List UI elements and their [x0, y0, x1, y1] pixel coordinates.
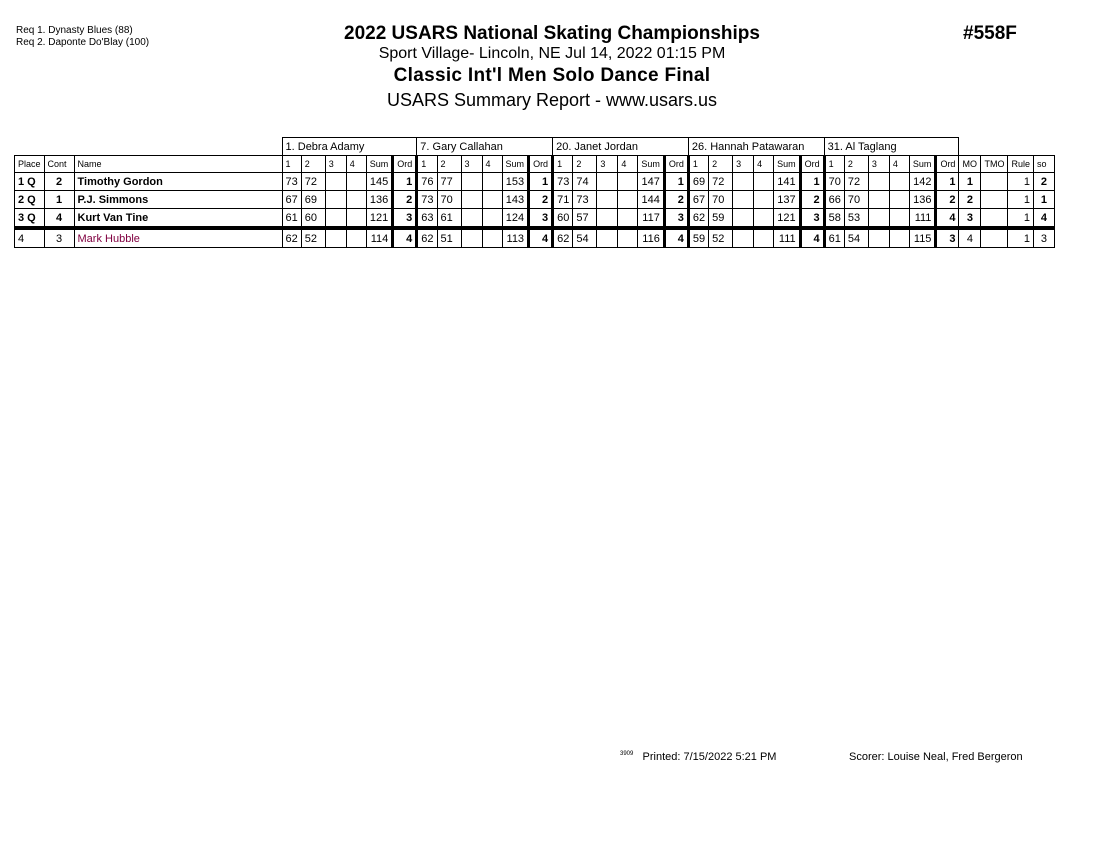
event-number: #558F — [963, 23, 1017, 44]
tie-majority-ordinal — [981, 209, 1008, 229]
judge-ordinal: 4 — [800, 228, 824, 248]
judge-ordinal: 1 — [664, 173, 688, 191]
judge-mark: 72 — [709, 173, 733, 191]
judge-name: 1. Debra Adamy — [282, 138, 417, 156]
judge-ordinal: 3 — [393, 209, 417, 229]
judge-mark: 52 — [301, 228, 325, 248]
col-sum: Sum — [366, 156, 393, 173]
judge-mark: 66 — [824, 191, 844, 209]
majority-ordinal: 2 — [959, 191, 981, 209]
request-2: Req 2. Daponte Do'Blay (100) — [16, 37, 150, 48]
judge-mark — [868, 191, 889, 209]
col-mark: 1 — [282, 156, 301, 173]
judge-mark — [325, 209, 346, 229]
judge-mark — [733, 191, 754, 209]
judge-ordinal: 2 — [936, 191, 959, 209]
judge-mark — [754, 228, 774, 248]
judge-ordinal: 4 — [393, 228, 417, 248]
judge-ordinal: 4 — [936, 209, 959, 229]
competition-title: 2022 USARS National Skating Championships — [344, 23, 760, 44]
judge-mark: 70 — [824, 173, 844, 191]
judge-sum: 137 — [774, 191, 801, 209]
col-so: so — [1033, 156, 1054, 173]
judge-mark: 73 — [417, 191, 437, 209]
judge-mark: 77 — [437, 173, 461, 191]
judge-mark — [482, 173, 502, 191]
place: 1 Q — [15, 173, 45, 191]
scorer-info: Scorer: Louise Neal, Fred Bergeron — [849, 751, 1023, 763]
judge-sum: 124 — [502, 209, 529, 229]
judge-mark: 73 — [282, 173, 301, 191]
judge-mark: 72 — [301, 173, 325, 191]
judge-sum: 145 — [366, 173, 393, 191]
judge-ordinal: 3 — [664, 209, 688, 229]
col-mark: 1 — [824, 156, 844, 173]
judge-sum: 121 — [774, 209, 801, 229]
judge-mark — [597, 228, 618, 248]
col-ord: Ord — [800, 156, 824, 173]
judge-mark — [733, 209, 754, 229]
judge-sum: 114 — [366, 228, 393, 248]
judge-mark: 70 — [437, 191, 461, 209]
judge-ordinal: 1 — [936, 173, 959, 191]
judge-mark — [868, 209, 889, 229]
judge-mark — [461, 228, 482, 248]
judge-mark: 73 — [553, 173, 573, 191]
rule: 1 — [1008, 191, 1034, 209]
table-row — [15, 209, 1055, 229]
judge-sum: 141 — [774, 173, 801, 191]
judge-mark: 53 — [844, 209, 868, 229]
col-mark: 2 — [844, 156, 868, 173]
majority-ordinal: 4 — [959, 228, 981, 248]
judge-mark — [482, 191, 502, 209]
majority-ordinal: 1 — [959, 173, 981, 191]
contestant-number: 2 — [44, 173, 74, 191]
judge-mark — [461, 191, 482, 209]
judge-mark: 67 — [282, 191, 301, 209]
judge-mark: 74 — [573, 173, 597, 191]
judge-mark — [754, 191, 774, 209]
judge-sum: 142 — [909, 173, 936, 191]
judge-ordinal: 1 — [393, 173, 417, 191]
col-ord: Ord — [529, 156, 553, 173]
col-sum: Sum — [502, 156, 529, 173]
judge-mark: 69 — [301, 191, 325, 209]
judge-sum: 147 — [638, 173, 665, 191]
col-mark: 2 — [437, 156, 461, 173]
judge-mark — [889, 228, 909, 248]
judge-mark: 51 — [437, 228, 461, 248]
judge-mark — [597, 209, 618, 229]
col-mark: 4 — [754, 156, 774, 173]
col-mark: 3 — [597, 156, 618, 173]
judge-mark: 54 — [844, 228, 868, 248]
col-ord: Ord — [393, 156, 417, 173]
judge-mark — [597, 173, 618, 191]
col-mark: 4 — [482, 156, 502, 173]
judge-mark — [346, 209, 366, 229]
judge-mark — [868, 173, 889, 191]
contestant-number: 3 — [44, 228, 74, 248]
col-mark: 1 — [553, 156, 573, 173]
judge-mark: 52 — [709, 228, 733, 248]
judge-mark — [754, 209, 774, 229]
judge-mark — [618, 191, 638, 209]
judge-sum: 111 — [774, 228, 801, 248]
judge-sum: 153 — [502, 173, 529, 191]
blank-cell — [959, 138, 1055, 156]
judge-mark: 61 — [824, 228, 844, 248]
judge-mark: 59 — [709, 209, 733, 229]
judge-mark: 62 — [417, 228, 437, 248]
judge-sum: 111 — [909, 209, 936, 229]
judge-sum: 121 — [366, 209, 393, 229]
event-title: Classic Int'l Men Solo Dance Final — [393, 65, 711, 86]
skate-order: 1 — [1033, 191, 1054, 209]
skate-order: 4 — [1033, 209, 1054, 229]
judge-mark — [889, 209, 909, 229]
judge-ordinal: 4 — [664, 228, 688, 248]
rule: 1 — [1008, 228, 1034, 248]
judge-ordinal: 3 — [936, 228, 959, 248]
judge-mark: 60 — [553, 209, 573, 229]
judge-mark: 62 — [553, 228, 573, 248]
contestant-number: 1 — [44, 191, 74, 209]
contestant-number: 4 — [44, 209, 74, 229]
judge-mark: 76 — [417, 173, 437, 191]
judge-mark: 58 — [824, 209, 844, 229]
judge-ordinal: 2 — [393, 191, 417, 209]
judge-mark — [482, 209, 502, 229]
table-row — [15, 191, 1055, 209]
judge-mark — [733, 228, 754, 248]
judge-ordinal: 1 — [800, 173, 824, 191]
col-place: Place — [15, 156, 45, 173]
col-mark: 3 — [461, 156, 482, 173]
place: 3 Q — [15, 209, 45, 229]
judge-mark — [325, 191, 346, 209]
blank-cell — [15, 138, 283, 156]
print-info — [620, 751, 776, 763]
judge-mark: 63 — [417, 209, 437, 229]
skater-name: Timothy Gordon — [74, 173, 282, 191]
judge-mark: 60 — [301, 209, 325, 229]
col-mark: 4 — [889, 156, 909, 173]
majority-ordinal: 3 — [959, 209, 981, 229]
col-mark: 2 — [573, 156, 597, 173]
judge-mark: 72 — [844, 173, 868, 191]
judge-mark: 57 — [573, 209, 597, 229]
col-sum: Sum — [909, 156, 936, 173]
col-mark: 3 — [733, 156, 754, 173]
judge-mark — [346, 228, 366, 248]
judge-name: 26. Hannah Patawaran — [688, 138, 824, 156]
judge-header-row — [15, 138, 1055, 156]
judge-mark — [733, 173, 754, 191]
judge-sum: 143 — [502, 191, 529, 209]
judge-ordinal: 1 — [529, 173, 553, 191]
judge-sum: 117 — [638, 209, 665, 229]
judge-sum: 144 — [638, 191, 665, 209]
place: 2 Q — [15, 191, 45, 209]
judge-mark: 61 — [282, 209, 301, 229]
judge-ordinal: 2 — [800, 191, 824, 209]
judge-mark — [597, 191, 618, 209]
judge-name: 7. Gary Callahan — [417, 138, 553, 156]
judge-sum: 115 — [909, 228, 936, 248]
judge-mark — [618, 209, 638, 229]
rule: 1 — [1008, 209, 1034, 229]
col-name: Name — [74, 156, 282, 173]
judge-sum: 136 — [366, 191, 393, 209]
judge-mark: 62 — [688, 209, 708, 229]
judge-mark: 67 — [688, 191, 708, 209]
col-mark: 4 — [618, 156, 638, 173]
rule: 1 — [1008, 173, 1034, 191]
printed-date: Printed: 7/15/2022 5:21 PM — [642, 751, 777, 763]
judge-mark: 62 — [282, 228, 301, 248]
column-header-row — [15, 156, 1055, 173]
request-1: Req 1. Dynasty Blues (88) — [16, 25, 133, 36]
judge-mark — [889, 191, 909, 209]
judge-mark: 69 — [688, 173, 708, 191]
judge-mark: 70 — [709, 191, 733, 209]
col-mark: 1 — [417, 156, 437, 173]
judge-ordinal: 2 — [529, 191, 553, 209]
judge-mark — [325, 173, 346, 191]
judge-ordinal: 4 — [529, 228, 553, 248]
judge-name: 20. Janet Jordan — [553, 138, 689, 156]
judge-mark — [346, 173, 366, 191]
col-sum: Sum — [774, 156, 801, 173]
skater-name: Kurt Van Tine — [74, 209, 282, 229]
judge-ordinal: 3 — [529, 209, 553, 229]
col-tmo: TMO — [981, 156, 1008, 173]
skate-order: 2 — [1033, 173, 1054, 191]
report-title: USARS Summary Report - www.usars.us — [386, 90, 718, 110]
judge-mark — [325, 228, 346, 248]
col-mark: 3 — [325, 156, 346, 173]
col-mark: 4 — [346, 156, 366, 173]
col-sum: Sum — [638, 156, 665, 173]
judge-ordinal: 2 — [664, 191, 688, 209]
venue-date: Sport Village- Lincoln, NE Jul 14, 2022 01:15 PM — [378, 45, 726, 62]
judge-mark: 61 — [437, 209, 461, 229]
judge-mark: 71 — [553, 191, 573, 209]
results-table — [14, 137, 1055, 248]
skater-name: P.J. Simmons — [74, 191, 282, 209]
col-mark: 2 — [709, 156, 733, 173]
judge-mark — [461, 209, 482, 229]
judge-mark — [868, 228, 889, 248]
judge-mark — [618, 173, 638, 191]
judge-sum: 113 — [502, 228, 529, 248]
judge-mark: 70 — [844, 191, 868, 209]
judge-mark: 59 — [688, 228, 708, 248]
judge-mark — [618, 228, 638, 248]
col-ord: Ord — [664, 156, 688, 173]
col-cont: Cont — [44, 156, 74, 173]
judge-mark — [754, 173, 774, 191]
judge-mark: 54 — [573, 228, 597, 248]
judge-mark — [346, 191, 366, 209]
col-mark: 3 — [868, 156, 889, 173]
judge-mark: 73 — [573, 191, 597, 209]
col-mo: MO — [959, 156, 981, 173]
col-rule: Rule — [1008, 156, 1034, 173]
skater-name: Mark Hubble — [74, 228, 282, 248]
tie-majority-ordinal — [981, 228, 1008, 248]
place: 4 — [15, 228, 45, 248]
tie-majority-ordinal — [981, 173, 1008, 191]
col-mark: 2 — [301, 156, 325, 173]
judge-name: 31. Al Taglang — [824, 138, 959, 156]
judge-mark — [889, 173, 909, 191]
judge-mark — [482, 228, 502, 248]
report-code: 3909 — [620, 751, 634, 757]
judge-mark — [461, 173, 482, 191]
col-ord: Ord — [936, 156, 959, 173]
judge-sum: 136 — [909, 191, 936, 209]
table-row — [15, 228, 1055, 248]
judge-sum: 116 — [638, 228, 665, 248]
tie-majority-ordinal — [981, 191, 1008, 209]
judge-ordinal: 3 — [800, 209, 824, 229]
table-row — [15, 173, 1055, 191]
col-mark: 1 — [688, 156, 708, 173]
skate-order: 3 — [1033, 228, 1054, 248]
